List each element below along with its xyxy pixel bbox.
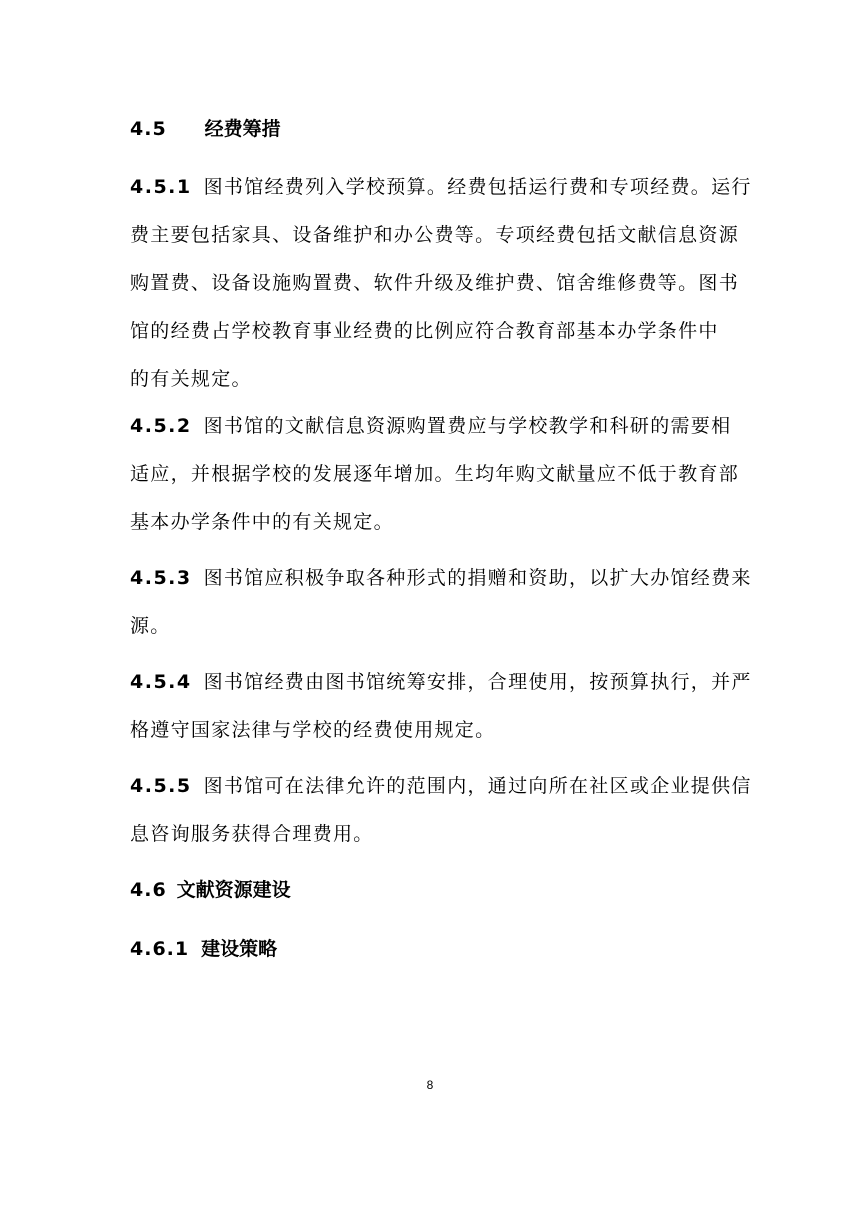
clause-4-5-4 (130, 670, 752, 766)
clause-line: 4.5.1 图书馆经费列入学校预算。经费包括运行费和专项经费。运行 (130, 176, 752, 198)
clause-number: 4.5.4 (130, 671, 192, 693)
page-number: 8 (426, 1078, 434, 1092)
clause-line: 格遵守国家法律与学校的经费使用规定。 (130, 719, 496, 741)
clause-line: 息咨询服务获得合理费用。 (130, 823, 374, 845)
section-heading-4-6 (130, 878, 291, 902)
clause-line: 适应，并根据学校的发展逐年增加。生均年购文献量应不低于教育部 (130, 463, 740, 485)
clause-line: 费主要包括家具、设备维护和办公费等。专项经费包括文献信息资源 (130, 224, 740, 246)
section-heading-4-6-1 (130, 937, 277, 961)
section-number: 4.5 (130, 118, 167, 140)
clause-line: 4.5.4 图书馆经费由图书馆统筹安排，合理使用，按预算执行，并严 (130, 671, 752, 693)
clause-line: 源。 (130, 615, 171, 637)
section-title: 经费筹措 (204, 118, 281, 140)
clause-number: 4.5.3 (130, 567, 192, 589)
section-heading-4-5 (130, 117, 281, 141)
clause-number: 4.5.5 (130, 775, 192, 797)
clause-line: 基本办学条件中的有关规定。 (130, 511, 394, 533)
clause-line: 的有关规定。 (130, 368, 252, 390)
clause-number: 4.5.2 (130, 415, 192, 437)
clause-line: 4.5.2 图书馆的文献信息资源购置费应与学校教学和科研的需要相 (130, 415, 732, 437)
section-number: 4.6.1 (130, 938, 190, 960)
clause-line: 4.5.3 图书馆应积极争取各种形式的捐赠和资助，以扩大办馆经费来 (130, 567, 752, 589)
clause-4-5-3 (130, 566, 752, 662)
clause-4-5-1 (130, 175, 752, 415)
clause-4-5-2 (130, 414, 740, 558)
clause-line: 馆的经费占学校教育事业经费的比例应符合教育部基本办学条件中 (130, 320, 719, 342)
clause-4-5-5 (130, 774, 752, 870)
clause-number: 4.5.1 (130, 176, 192, 198)
section-title: 文献资源建设 (176, 879, 291, 901)
clause-line: 4.5.5 图书馆可在法律允许的范围内，通过向所在社区或企业提供信 (130, 775, 752, 797)
section-number: 4.6 (130, 879, 167, 901)
section-title: 建设策略 (201, 938, 278, 960)
clause-line: 购置费、设备设施购置费、软件升级及维护费、馆舍维修费等。图书 (130, 272, 740, 294)
